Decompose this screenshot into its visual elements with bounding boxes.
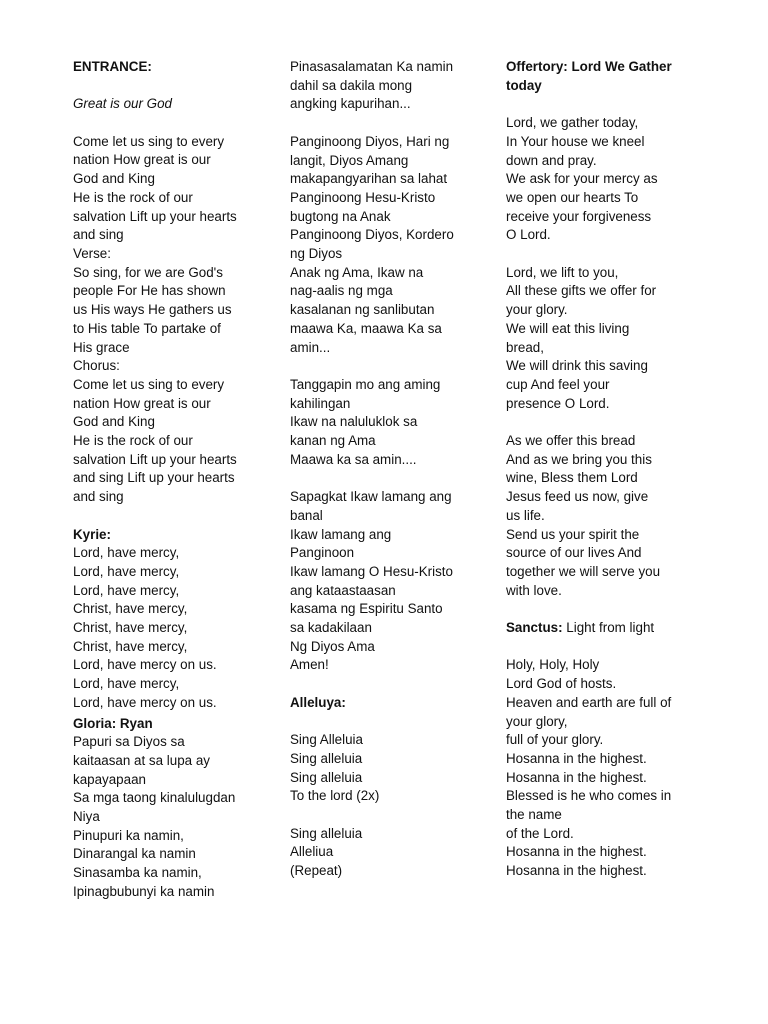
gloria-continued-4 [290,488,475,675]
lyric-line: Papuri sa Diyos sa [73,734,185,750]
lyric-line: Ipinagbubunyi ka namin [73,883,215,899]
entrance-lyrics [73,133,255,507]
sanctus-song-title: Light from light [566,620,655,636]
lyric-line: and sing Lift up your hearts [73,470,235,486]
lyric-line: Panginoon [290,545,355,561]
lyric-line: Sinasamba ka namin, [73,865,202,881]
lyric-line: Alleliua [290,844,334,860]
lyric-line: to His table To partake of [73,320,221,336]
lyric-line: We will eat this living [506,320,630,336]
lyric-line: kapayapaan [73,771,146,787]
lyric-line: Amen! [290,657,329,673]
lyric-line: banal [290,507,323,523]
sanctus-heading: Sanctus: [506,620,563,636]
column-1 [73,58,255,902]
lyric-line: your glory, [506,713,568,729]
column-3 [506,58,691,881]
lyric-line: salvation Lift up your hearts [73,451,237,467]
entrance-heading: ENTRANCE: [73,59,152,74]
lyric-line: Hosanna in the highest. [506,863,647,879]
lyric-line: Dinarangal ka namin [73,846,196,862]
lyric-line: (Repeat) [290,863,343,879]
lyric-line: down and pray. [506,152,597,168]
lyric-line: kasama ng Espiritu Santo [290,601,443,617]
offertory-lyrics-3 [506,432,691,600]
lyric-line: Sapagkat Ikaw lamang ang [290,489,452,505]
lyric-line: Lord, have mercy, [73,545,180,561]
lyric-line: Pinasasalamatan Ka namin [290,59,454,74]
lyric-line: Lord, have mercy, [73,563,180,579]
lyric-line: Panginoong Diyos, Kordero [290,227,454,243]
gloria-heading: Gloria: Ryan [73,715,153,731]
lyric-line: Tanggapin mo ang aming [290,376,441,392]
lyric-line: sa kadakilaan [290,620,372,636]
alleluya-lyrics-2 [290,825,475,881]
lyric-line: kahilingan [290,395,351,411]
lyric-line: people For He has shown [73,283,226,299]
lyric-line: Panginoong Diyos, Hari ng [290,133,450,149]
lyric-line: us life. [506,507,545,523]
kyrie-lyrics [73,544,255,712]
lyric-line: God and King [73,414,155,430]
lyric-line: Lord God of hosts. [506,676,617,692]
lyric-line: and sing [73,489,124,505]
lyric-line: Sa mga taong kinalulugdan [73,790,236,806]
lyric-line: presence O Lord. [506,395,610,411]
kyrie-heading: Kyrie: [73,526,111,542]
lyric-line: He is the rock of our [73,189,193,205]
lyric-line: us His ways He gathers us [73,302,232,318]
lyric-line: receive your forgiveness [506,208,652,224]
lyric-line: nation How great is our [73,395,211,411]
lyric-line: Sing alleluia [290,750,363,766]
lyric-line: your glory. [506,302,568,318]
lyric-line: Maawa ka sa amin.... [290,451,417,467]
lyric-line: O Lord. [506,227,551,243]
gloria-continued-2 [290,133,475,357]
lyric-line: We will drink this saving [506,358,648,374]
lyric-line: angking kapurihan... [290,96,411,112]
lyric-line: Verse: [73,246,111,261]
lyric-line: we open our hearts To [506,189,639,205]
lyric-line: Sing Alleluia [290,732,363,748]
lyric-line: In Your house we kneel [506,133,645,149]
offertory-heading-line-1: Offertory: Lord We Gather [506,59,672,74]
offertory-lyrics-2 [506,264,691,414]
entrance-song-title: Great is our God [73,96,172,112]
lyric-line: the name [506,807,562,823]
lyric-line: ng Diyos [290,246,343,262]
lyric-line: maawa Ka, maawa Ka sa [290,320,442,336]
alleluya-heading: Alleluya: [290,694,346,710]
sanctus-lyrics [506,656,691,880]
lyric-line: Niya [73,809,100,825]
lyric-line: of the Lord. [506,825,574,841]
lyric-line: kasalanan ng sanlibutan [290,302,435,318]
lyric-line: source of our lives And [506,545,642,561]
lyric-line: Ikaw lamang O Hesu-Kristo [290,563,453,579]
lyric-line: Lord, we gather today, [506,115,639,131]
offertory-heading-line-2: today [506,77,542,93]
lyric-line: bugtong na Anak [290,208,391,224]
offertory-lyrics-1 [506,114,691,245]
lyric-line: All these gifts we offer for [506,283,657,299]
lyric-line: Come let us sing to every [73,133,225,149]
lyric-line: Christ, have mercy, [73,601,188,617]
lyric-line: To the lord (2x) [290,788,380,804]
lyric-line: langit, Diyos Amang [290,152,409,168]
lyric-line: Christ, have mercy, [73,620,188,636]
column-2 [290,58,475,881]
lyric-line: and sing [73,227,124,243]
lyric-line: Come let us sing to every [73,376,225,392]
lyric-line: Hosanna in the highest. [506,769,647,785]
lyric-line: Holy, Holy, Holy [506,657,600,673]
gloria-continued-3 [290,376,475,470]
gloria-continued-1 [290,58,475,114]
lyric-line: Lord, we lift to you, [506,264,619,280]
lyric-line: Ikaw lamang ang [290,526,392,542]
lyric-line: Panginoong Hesu-Kristo [290,189,436,205]
lyric-line: dahil sa dakila mong [290,77,413,93]
lyric-line: And as we bring you this [506,451,652,467]
lyric-line: kanan ng Ama [290,433,376,449]
lyric-line: nag-aalis ng mga [290,283,393,299]
lyric-line: God and King [73,171,155,187]
lyric-line: As we offer this bread [506,433,636,449]
lyric-line: Send us your spirit the [506,526,640,542]
lyric-line: nation How great is our [73,152,211,168]
lyric-line: His grace [73,339,130,355]
lyric-line: Lord, have mercy on us. [73,694,217,710]
lyric-line: bread, [506,339,544,355]
lyric-line: Blessed is he who comes in [506,788,672,804]
lyric-line: together we will serve you [506,563,661,579]
lyric-line: ang kataastaasan [290,582,396,598]
lyric-line: Christ, have mercy, [73,638,188,654]
lyric-line: Hosanna in the highest. [506,750,647,766]
lyric-line: Anak ng Ama, Ikaw na [290,264,424,280]
lyric-line: Sing alleluia [290,769,363,785]
lyric-line: salvation Lift up your hearts [73,208,237,224]
lyric-line: Lord, have mercy, [73,676,180,692]
lyric-line: Pinupuri ka namin, [73,827,184,843]
lyric-line: makapangyarihan sa lahat [290,171,448,187]
lyric-line: Hosanna in the highest. [506,844,647,860]
lyric-line: Ikaw na naluluklok sa [290,414,418,430]
sanctus-title-line [506,619,691,638]
lyric-line: So sing, for we are God's [73,264,223,280]
lyric-line: Jesus feed us now, give [506,489,649,505]
lyric-line: amin... [290,339,331,355]
lyric-line: He is the rock of our [73,433,193,449]
lyric-line: wine, Bless them Lord [506,470,638,486]
lyric-line: Lord, have mercy, [73,582,180,598]
lyric-line: Ng Diyos Ama [290,638,375,654]
alleluya-lyrics-1 [290,731,475,806]
lyric-line: with love. [506,582,562,598]
lyric-line: Lord, have mercy on us. [73,657,217,673]
lyric-line: Chorus: [73,358,120,374]
lyric-line: full of your glory. [506,732,604,748]
lyric-line: cup And feel your [506,376,610,392]
gloria-lyrics [73,733,255,901]
lyric-line: We ask for your mercy as [506,171,658,187]
lyric-line: kaitaasan at sa lupa ay [73,752,210,768]
lyric-line: Heaven and earth are full of [506,694,672,710]
lyric-line: Sing alleluia [290,825,363,841]
